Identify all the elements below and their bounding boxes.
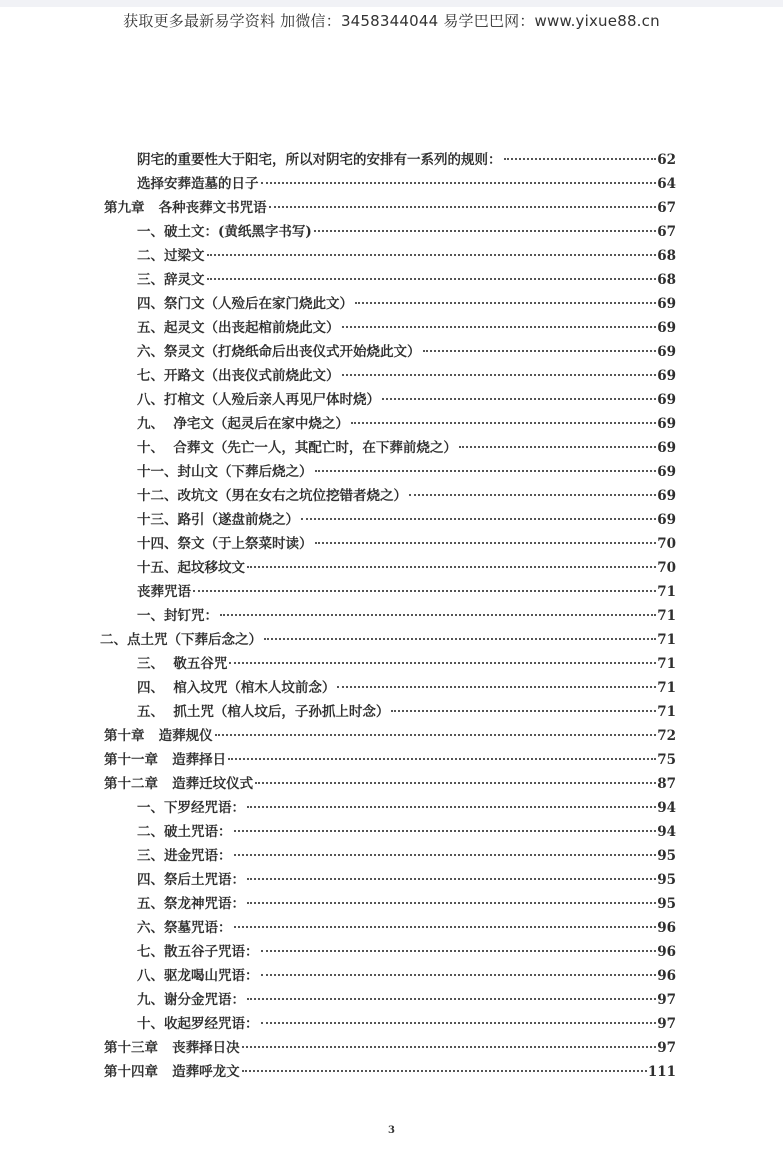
toc-entry-page: 96 <box>657 920 676 936</box>
dot-leader <box>459 446 656 448</box>
dot-leader <box>261 950 657 952</box>
toc-entry-page: 71 <box>657 656 676 672</box>
dot-leader <box>228 758 656 760</box>
dot-leader <box>220 614 656 616</box>
toc-entry-page: 70 <box>657 560 676 576</box>
toc-entry-title: 十二、改坑文（男在女右之坑位挖错者烧之） <box>137 488 407 504</box>
toc-entry-page: 71 <box>657 608 676 624</box>
dot-leader <box>215 734 657 736</box>
page-number: 3 <box>388 1125 395 1136</box>
toc-entry-title: 第十二章 造葬迁坟仪式 <box>104 776 254 792</box>
toc-entry[interactable] <box>104 580 676 604</box>
toc-entry-title: 十一、封山文（下葬后烧之） <box>137 464 313 480</box>
toc-entry-page: 67 <box>657 200 676 216</box>
toc-entry[interactable] <box>104 964 676 988</box>
toc-entry-title: 一、封钉咒： <box>137 608 218 624</box>
toc-entry[interactable] <box>104 388 676 412</box>
toc-entry-title: 十三、路引（遂盘前烧之） <box>137 512 299 528</box>
toc-entry-page: 94 <box>657 800 676 816</box>
toc-entry-page: 95 <box>657 872 676 888</box>
toc-entry-title: 七、散五谷子咒语： <box>137 944 259 960</box>
toc-entry[interactable] <box>104 556 676 580</box>
watermark-banner: 获取更多最新易学资料 加微信：3458344044 易学巴巴网：www.yixue88.cn <box>123 12 660 30</box>
toc-entry[interactable] <box>104 772 676 796</box>
toc-entry[interactable] <box>104 1012 676 1036</box>
toc-entry-title: 十、 合葬文（先亡一人，其配亡时，在下葬前烧之） <box>137 440 457 456</box>
dot-leader <box>234 926 657 928</box>
toc-entry-page: 94 <box>657 824 676 840</box>
dot-leader <box>247 806 656 808</box>
dot-leader <box>242 1046 657 1048</box>
dot-leader <box>342 374 657 376</box>
toc-entry-page: 97 <box>657 992 676 1008</box>
toc-entry[interactable] <box>104 1036 676 1060</box>
toc-entry-title: 九、谢分金咒语： <box>137 992 245 1008</box>
toc-entry-title: 五、起灵文（出丧起棺前烧此文） <box>137 320 340 336</box>
toc-entry-page: 69 <box>657 488 676 504</box>
toc-entry[interactable] <box>104 748 676 772</box>
toc-entry-page: 62 <box>657 152 676 168</box>
toc-entry-title: 第九章 各种丧葬文书咒语 <box>104 200 267 216</box>
dot-leader <box>229 662 656 664</box>
toc-entry-title: 四、 棺入坟咒（棺木人坟前念） <box>137 680 336 696</box>
toc-entry-page: 97 <box>657 1040 676 1056</box>
dot-leader <box>247 878 656 880</box>
toc-entry[interactable] <box>104 868 676 892</box>
toc-entry-title: 第十四章 造葬呼龙文 <box>104 1064 240 1080</box>
toc-entry-page: 69 <box>657 344 676 360</box>
dot-leader <box>247 998 656 1000</box>
toc-entry-page: 96 <box>657 968 676 984</box>
toc-entry-title: 十五、起坟移坟文 <box>137 560 245 576</box>
toc-entry[interactable] <box>104 700 676 724</box>
dot-leader <box>423 350 657 352</box>
toc-entry-page: 64 <box>657 176 676 192</box>
toc-entry-title: 三、进金咒语： <box>137 848 232 864</box>
toc-entry-page: 69 <box>657 368 676 384</box>
toc-entry-page: 72 <box>657 728 676 744</box>
toc-entry-page: 67 <box>657 224 676 240</box>
top-bar <box>0 0 783 7</box>
toc-entry[interactable] <box>104 676 676 700</box>
toc-entry-title: 五、祭龙神咒语： <box>137 896 245 912</box>
dot-leader <box>247 902 656 904</box>
toc-entry-page: 71 <box>657 584 676 600</box>
toc-entry-page: 75 <box>657 752 676 768</box>
toc-entry-page: 69 <box>657 320 676 336</box>
toc-entry[interactable] <box>104 508 676 532</box>
dot-leader <box>315 542 657 544</box>
toc-entry[interactable] <box>104 268 676 292</box>
toc-entry[interactable] <box>104 292 676 316</box>
dot-leader <box>242 1070 647 1072</box>
toc-entry-title: 十四、祭文（于上祭菜时读） <box>137 536 313 552</box>
toc-entry-title: 六、祭墓咒语： <box>137 920 232 936</box>
dot-leader <box>255 782 656 784</box>
toc-entry-title: 四、祭后土咒语： <box>137 872 245 888</box>
toc-entry-title: 五、 抓土咒（棺人坟后，子孙抓上时念） <box>137 704 390 720</box>
dot-leader <box>207 278 657 280</box>
toc-entry[interactable] <box>104 724 676 748</box>
toc-entry-page: 96 <box>657 944 676 960</box>
toc-entry[interactable] <box>104 844 676 868</box>
toc-entry-title: 八、打棺文（人殓后亲人再见尸体时烧） <box>137 392 380 408</box>
toc-entry-page: 97 <box>657 1016 676 1032</box>
toc-entry-page: 95 <box>657 896 676 912</box>
toc-entry-title: 四、祭门文（人殓后在家门烧此文） <box>137 296 353 312</box>
toc-entry[interactable] <box>104 412 676 436</box>
dot-leader <box>382 398 656 400</box>
toc-entry-page: 111 <box>647 1064 676 1080</box>
toc-entry[interactable] <box>104 148 676 172</box>
dot-leader <box>342 326 657 328</box>
dot-leader <box>261 1022 657 1024</box>
dot-leader <box>269 206 657 208</box>
toc-entry-title: 十、收起罗经咒语： <box>137 1016 259 1032</box>
dot-leader <box>315 470 657 472</box>
toc-entry-page: 69 <box>657 392 676 408</box>
toc-entry-page: 69 <box>657 440 676 456</box>
toc-entry[interactable] <box>104 652 676 676</box>
toc-entry-title: 阴宅的重要性大于阳宅，所以对阴宅的安排有一系列的规则： <box>137 152 502 168</box>
dot-leader <box>351 422 656 424</box>
toc-entry-title: 第十三章 丧葬择日决 <box>104 1040 240 1056</box>
toc-entry-page: 68 <box>657 272 676 288</box>
toc-entry-page: 69 <box>657 464 676 480</box>
toc-entry-title: 丧葬咒语 <box>137 584 191 600</box>
toc-entry[interactable] <box>104 820 676 844</box>
toc-entry-title: 选择安葬造墓的日子 <box>137 176 259 192</box>
toc-entry[interactable] <box>104 484 676 508</box>
toc-entry[interactable] <box>104 220 676 244</box>
dot-leader <box>234 830 657 832</box>
toc-entry-title: 一、下罗经咒语： <box>137 800 245 816</box>
table-of-contents <box>100 148 676 1084</box>
dot-leader <box>314 230 656 232</box>
toc-entry-title: 三、 敬五谷咒 <box>137 656 228 672</box>
toc-entry-page: 71 <box>657 680 676 696</box>
dot-leader <box>409 494 656 496</box>
toc-entry[interactable] <box>104 916 676 940</box>
dot-leader <box>234 854 657 856</box>
toc-entry[interactable] <box>104 316 676 340</box>
toc-entry[interactable] <box>104 940 676 964</box>
toc-entry[interactable] <box>104 460 676 484</box>
toc-entry[interactable] <box>104 604 676 628</box>
dot-leader <box>337 686 656 688</box>
toc-entry-title: 第十章 造葬规仪 <box>104 728 213 744</box>
toc-entry-title: 第十一章 造葬择日 <box>104 752 227 768</box>
toc-entry[interactable] <box>104 364 676 388</box>
toc-entry-title: 一、破土文：(黄纸黑字书写) <box>137 224 312 240</box>
toc-entry-title: 二、点土咒（下葬后念之） <box>100 632 262 648</box>
dot-leader <box>391 710 656 712</box>
toc-entry-title: 二、破土咒语： <box>137 824 232 840</box>
toc-entry[interactable] <box>104 988 676 1012</box>
toc-entry-title: 六、祭灵文（打烧纸命后出丧仪式开始烧此文） <box>137 344 421 360</box>
toc-entry[interactable] <box>104 172 676 196</box>
toc-entry-title: 八、驱龙喝山咒语： <box>137 968 259 984</box>
toc-entry-title: 七、开路文（出丧仪式前烧此文） <box>137 368 340 384</box>
dot-leader <box>264 638 656 640</box>
toc-entry-title: 三、辞灵文 <box>137 272 205 288</box>
toc-entry[interactable] <box>104 196 676 220</box>
toc-entry-page: 70 <box>657 536 676 552</box>
toc-entry-page: 69 <box>657 512 676 528</box>
dot-leader <box>355 302 656 304</box>
toc-entry[interactable] <box>100 628 676 652</box>
toc-entry[interactable] <box>104 796 676 820</box>
toc-entry[interactable] <box>104 340 676 364</box>
toc-entry[interactable] <box>104 244 676 268</box>
toc-entry-page: 71 <box>657 704 676 720</box>
dot-leader <box>247 566 656 568</box>
toc-entry-page: 69 <box>657 416 676 432</box>
dot-leader <box>207 254 657 256</box>
toc-entry-title: 二、过梁文 <box>137 248 205 264</box>
dot-leader <box>504 158 657 160</box>
dot-leader <box>301 518 656 520</box>
dot-leader <box>261 974 657 976</box>
toc-entry[interactable] <box>104 436 676 460</box>
toc-entry[interactable] <box>104 1060 676 1084</box>
toc-entry-title: 九、 净宅文（起灵后在家中烧之） <box>137 416 349 432</box>
toc-entry-page: 95 <box>657 848 676 864</box>
toc-entry-page: 69 <box>657 296 676 312</box>
toc-entry-page: 71 <box>657 632 676 648</box>
toc-entry[interactable] <box>104 892 676 916</box>
toc-entry-page: 68 <box>657 248 676 264</box>
toc-entry[interactable] <box>104 532 676 556</box>
dot-leader <box>261 182 657 184</box>
dot-leader <box>193 590 656 592</box>
toc-entry-page: 87 <box>657 776 676 792</box>
